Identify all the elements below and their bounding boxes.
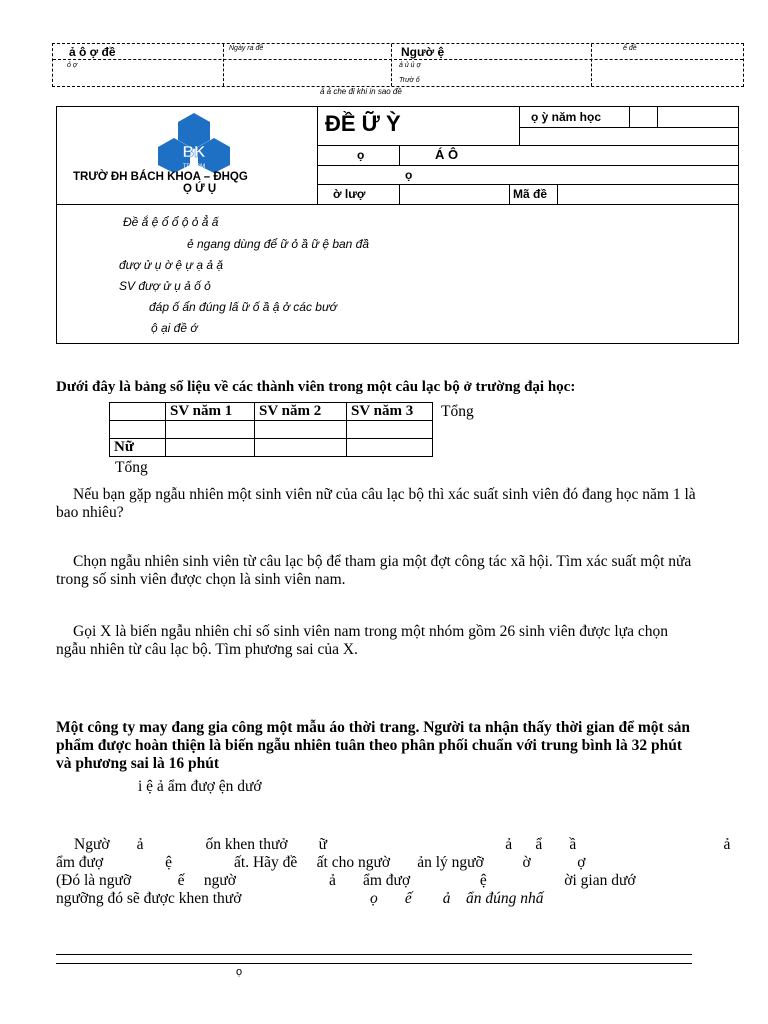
exam-box-divider bbox=[557, 184, 558, 204]
exam-note-line: ẻ ngang dùng để ữ ỏ ầ ữ ệ ban đầ bbox=[187, 237, 370, 251]
exam-title: ĐỀ Ữ Ỳ bbox=[325, 111, 401, 136]
exam-note-line: đáp ố ẩn đúng lấ ữ ố ầ ậ ở các bướ bbox=[149, 300, 337, 314]
question-2b-line: (Đó là ngưỡ ế ngườ ả ẩm đượ ệ ời gian dướ bbox=[56, 872, 636, 889]
university-logo-icon bbox=[153, 111, 235, 173]
school-name: TRƯỜ ĐH BÁCH KHOA – ĐHQG bbox=[73, 171, 248, 183]
exam-box-divider bbox=[317, 107, 318, 204]
exam-box-divider bbox=[399, 184, 400, 204]
exam-box-divider bbox=[519, 127, 738, 128]
faculty-name: Ọ Ứ Ụ bbox=[183, 183, 217, 195]
year-label: ọ ỳ năm học bbox=[531, 110, 602, 124]
header-info-box bbox=[52, 43, 744, 87]
table-header: SV năm 2 bbox=[255, 403, 347, 421]
subject-value: Á Ô bbox=[435, 147, 459, 162]
exam-box-divider bbox=[317, 184, 738, 185]
table-header: SV năm 3 bbox=[347, 403, 433, 421]
logo-text: BK bbox=[182, 144, 206, 161]
question-2b-line: ẩm đượ ệ ất. Hãy đề ất cho ngườ ản lý ngưỡ ờ ợ bbox=[56, 854, 586, 871]
header-cell-4: ể đề bbox=[623, 45, 637, 52]
exam-box-divider bbox=[399, 145, 400, 165]
exam-box-divider bbox=[57, 204, 738, 205]
code-label: ọ bbox=[405, 168, 413, 182]
exam-code-label: Mã đề bbox=[513, 187, 548, 201]
header-divider bbox=[223, 44, 224, 86]
table-cell: Nữ bbox=[110, 439, 166, 457]
header-cell-3: Ngườ ệ bbox=[401, 45, 445, 59]
header-cell-3-sub: ả ủ ủ ợ bbox=[399, 62, 421, 69]
table-header: SV năm 1 bbox=[166, 403, 255, 421]
question-1c: Gọi X là biến ngẫu nhiên chỉ số sinh viên nam trong một nhóm gồm 26 sinh viên được lựa chọn ngẫu nhiên từ câu lạc bộ. Tìm phương sai của X. bbox=[56, 623, 668, 658]
table-cell bbox=[255, 439, 347, 457]
header-cell-2: Ngày ra đề bbox=[229, 45, 264, 52]
question-2b-line: ngưỡng đó sẽ được khen thưở bbox=[56, 890, 242, 907]
exam-box-divider bbox=[317, 165, 738, 166]
table-total-column-label: Tổng bbox=[441, 403, 474, 420]
header-cell-1: ả ô ợ đề bbox=[69, 45, 116, 59]
table-cell bbox=[110, 421, 166, 439]
exam-info-box bbox=[56, 106, 739, 344]
exam-note-line: Đề ắ ệ ổ ổ ộ ỏ ẳ ấ bbox=[123, 215, 219, 229]
table-cell bbox=[166, 439, 255, 457]
table-cell bbox=[347, 421, 433, 439]
table-cell bbox=[255, 421, 347, 439]
member-table bbox=[109, 402, 433, 457]
subject-label: ọ bbox=[357, 148, 365, 162]
header-cell-3-sub2: Trườ ố bbox=[399, 77, 420, 84]
footer-rule bbox=[56, 963, 692, 964]
logo-subtext: TP.HCM bbox=[182, 164, 206, 170]
exam-box-divider bbox=[509, 184, 510, 204]
footer-mark: ọ bbox=[236, 966, 243, 978]
header-note: ả ả che đi khi in sao đề bbox=[320, 87, 402, 96]
exam-box-divider bbox=[657, 107, 658, 127]
table-row bbox=[110, 403, 433, 421]
header-cell-1-sub: ỏ ợ bbox=[67, 62, 78, 69]
header-divider bbox=[53, 59, 743, 60]
exam-note-line: đượ ử ụ ờ ệ ự ạ ả ặ bbox=[119, 258, 224, 272]
table-total-row-label: Tổng bbox=[115, 459, 148, 476]
exam-box-divider bbox=[519, 107, 520, 145]
question-1b: Chọn ngẫu nhiên sinh viên từ câu lạc bộ để tham gia một đợt công tác xã hội. Tìm xác suất một nửa trong số sinh viên được chọn là sinh viên nam. bbox=[56, 553, 692, 588]
header-divider bbox=[391, 44, 392, 86]
exam-note-line: SV đượ ử ụ ả ố ỏ bbox=[119, 279, 211, 293]
exam-box-divider bbox=[629, 107, 630, 127]
question-2-intro: Một công ty may đang gia công một mẫu áo thời trang. Người ta nhận thấy thời gian để một sản phẩm được hoàn thiện là biến ngẫu nhiên tuân theo phân phối chuẩn với trung bình là 32 phút và phương sai là 16 phút bbox=[56, 719, 690, 772]
table-cell bbox=[347, 439, 433, 457]
table-cell bbox=[166, 421, 255, 439]
duration-label: ờ lượ bbox=[333, 187, 366, 201]
question-2b-line: Ngườ ả ốn khen thưở ữ ả ẩ ầ ả bbox=[74, 836, 731, 853]
question-2b-hint: ọ ế ả ẩn đúng nhấ bbox=[370, 890, 544, 907]
table-cell bbox=[110, 403, 166, 421]
footer-rule bbox=[56, 954, 692, 955]
table-row bbox=[110, 421, 433, 439]
exam-note-line: ộ ại đề ớ bbox=[151, 321, 198, 335]
header-divider bbox=[591, 44, 592, 86]
table-row bbox=[110, 439, 433, 457]
question-2a: i ệ ả ẩm đượ ện dướ bbox=[138, 778, 262, 795]
exam-box-divider bbox=[317, 145, 738, 146]
question-1a: Nếu bạn gặp ngẫu nhiên một sinh viên nữ của câu lạc bộ thì xác suất sinh viên đó đang học năm 1 là bao nhiêu? bbox=[56, 486, 696, 521]
question-1-intro: Dưới đây là bảng số liệu về các thành viên trong một câu lạc bộ ở trường đại học: bbox=[56, 379, 576, 395]
